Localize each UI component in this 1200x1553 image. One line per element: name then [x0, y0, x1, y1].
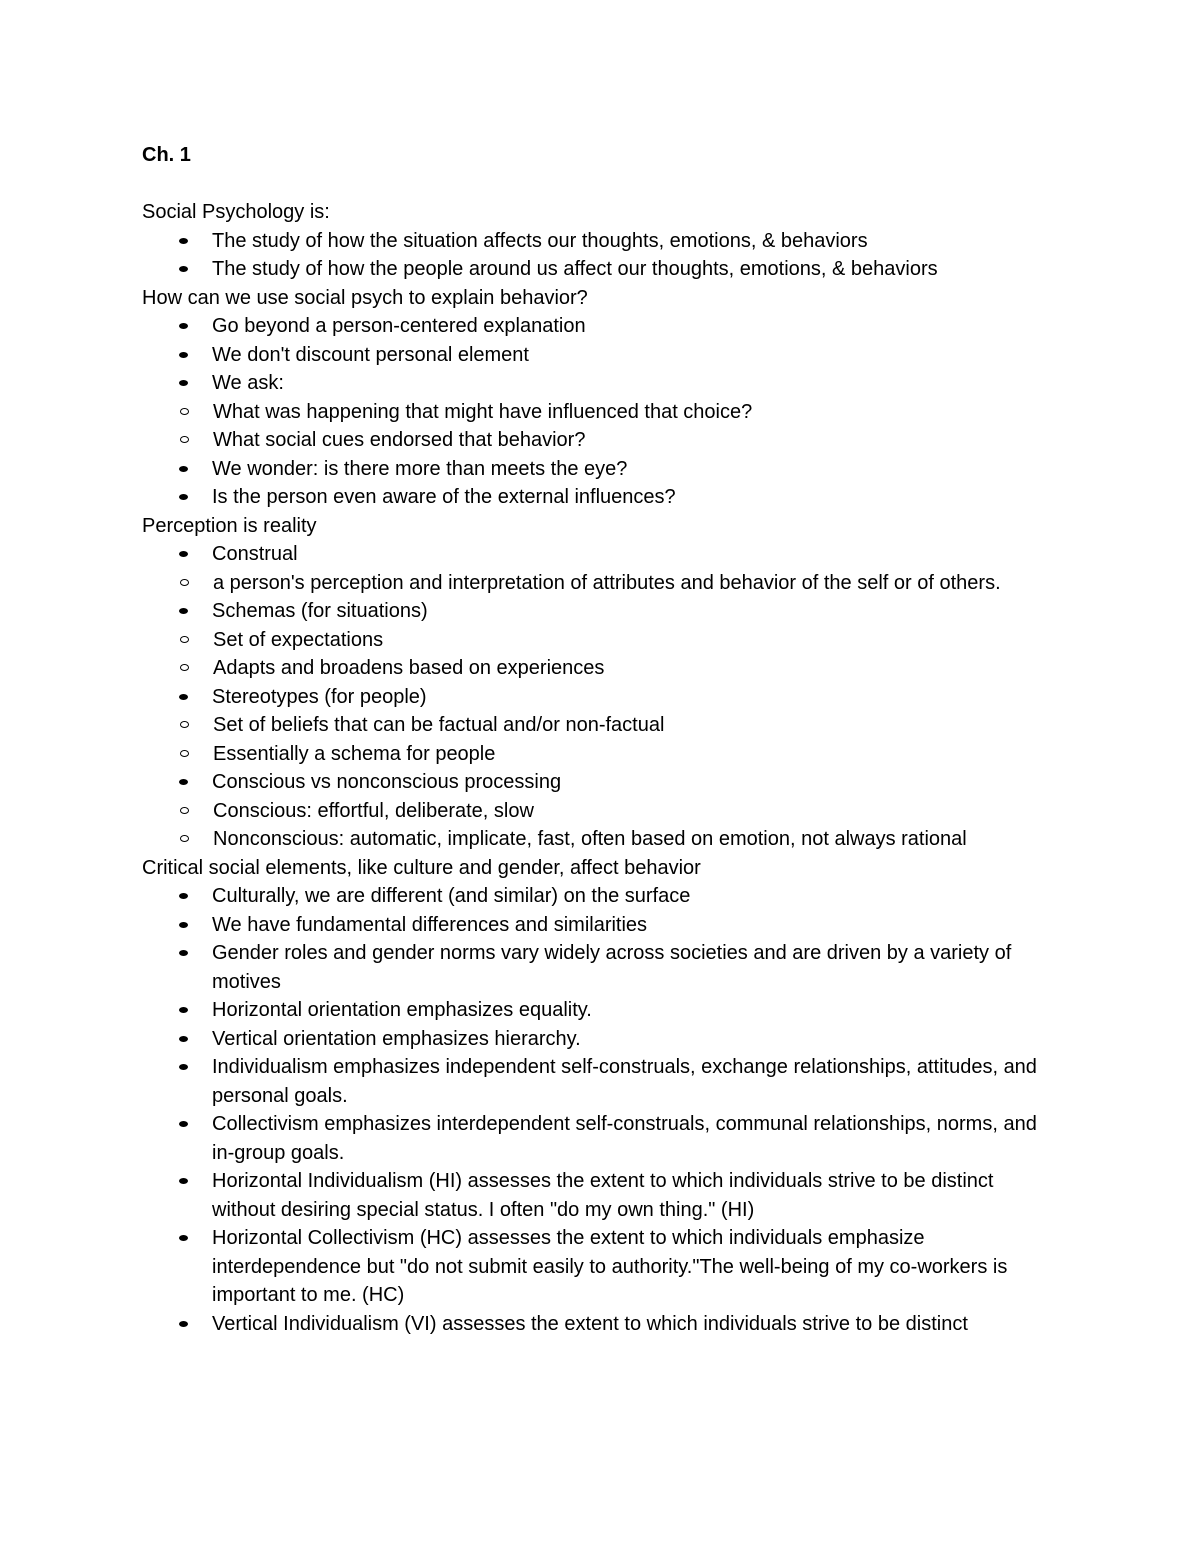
- list-item: Collectivism emphasizes interdependent self-construals, communal relationships, norms, and in-group goals.: [142, 1110, 1062, 1167]
- chapter-title: Ch. 1: [142, 144, 191, 166]
- list-item: Gender roles and gender norms vary widely across societies and are driven by a variety of motives: [142, 939, 1062, 996]
- bullet-list: [142, 455, 1062, 512]
- blank-line: [142, 170, 1062, 199]
- bullet-list: [142, 540, 1062, 569]
- list-item: Go beyond a person-centered explanation: [142, 312, 1062, 341]
- list-item: We have fundamental differences and similarities: [142, 911, 1062, 940]
- sub-bullet-list: [142, 626, 1062, 683]
- list-item: Horizontal Individualism (HI) assesses the extent to which individuals strive to be distinct without desiring special status. I often "do my own thing." (HI): [142, 1167, 1062, 1224]
- sub-list-item: Adapts and broadens based on experiences: [142, 654, 1062, 683]
- bullet-list: [142, 882, 1062, 1338]
- sub-bullet-list: [142, 398, 1062, 455]
- bullet-list: [142, 312, 1062, 398]
- section-heading: Perception is reality: [142, 514, 317, 537]
- bullet-list: [142, 227, 1062, 284]
- section-heading: Social Psychology is:: [142, 201, 330, 223]
- list-item: The study of how the situation affects our thoughts, emotions, & behaviors: [142, 227, 1062, 256]
- list-item: Horizontal Collectivism (HC) assesses the extent to which individuals emphasize interdependence but "do not submit easily to authority."The well-being of my co-workers is important to me. (HC): [142, 1224, 1062, 1310]
- sub-bullet-list: [142, 569, 1062, 598]
- list-item: Vertical Individualism (VI) assesses the extent to which individuals strive to be distinct: [142, 1310, 1062, 1339]
- sub-bullet-list: [142, 711, 1062, 768]
- sub-list-item: Essentially a schema for people: [142, 740, 1062, 769]
- list-item: We ask:: [142, 369, 1062, 398]
- sub-list-item: Set of expectations: [142, 626, 1062, 655]
- list-item: Culturally, we are different (and similar) on the surface: [142, 882, 1062, 911]
- section-heading: Critical social elements, like culture and gender, affect behavior: [142, 856, 701, 879]
- sub-list-item: Nonconscious: automatic, implicate, fast, often based on emotion, not always rational: [142, 825, 1062, 854]
- sub-list-item: Conscious: effortful, deliberate, slow: [142, 797, 1062, 826]
- list-item: Schemas (for situations): [142, 597, 1062, 626]
- list-item: The study of how the people around us affect our thoughts, emotions, & behaviors: [142, 255, 1062, 284]
- list-item: We don't discount personal element: [142, 341, 1062, 370]
- list-item: We wonder: is there more than meets the eye?: [142, 455, 1062, 484]
- list-item: Construal: [142, 540, 1062, 569]
- list-item: Stereotypes (for people): [142, 683, 1062, 712]
- sub-list-item: What social cues endorsed that behavior?: [142, 426, 1062, 455]
- bullet-list: [142, 597, 1062, 626]
- sub-bullet-list: [142, 797, 1062, 854]
- list-item: Is the person even aware of the external influences?: [142, 483, 1062, 512]
- list-item: Conscious vs nonconscious processing: [142, 768, 1062, 797]
- list-item: Individualism emphasizes independent self-construals, exchange relationships, attitudes, and personal goals.: [142, 1053, 1062, 1110]
- bullet-list: [142, 768, 1062, 797]
- sub-list-item: a person's perception and interpretation of attributes and behavior of the self or of others.: [142, 569, 1062, 598]
- sub-list-item: What was happening that might have influenced that choice?: [142, 398, 1062, 427]
- bullet-list: [142, 683, 1062, 712]
- list-item: Vertical orientation emphasizes hierarchy.: [142, 1025, 1062, 1054]
- sub-list-item: Set of beliefs that can be factual and/or non-factual: [142, 711, 1062, 740]
- list-item: Horizontal orientation emphasizes equality.: [142, 996, 1062, 1025]
- section-heading: How can we use social psych to explain behavior?: [142, 286, 588, 309]
- document-page: [142, 141, 1062, 1338]
